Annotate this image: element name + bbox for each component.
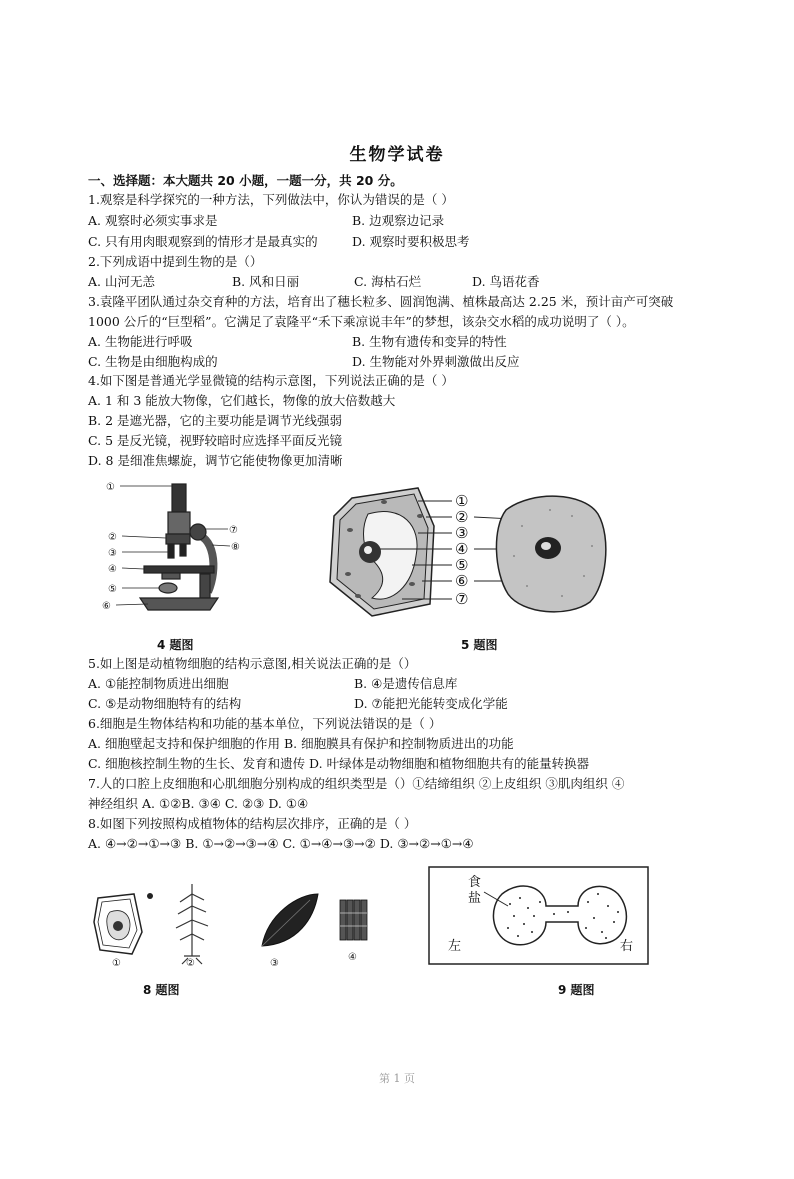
micro-label-4: ④ [108,564,117,575]
q1-stem: 1.观察是科学探究的一种方法，下列做法中，你认为错误的是（ ） [88,192,454,207]
right-label: 右 [620,939,634,954]
q4-option-c: C. 5 是反光镜，视野较暗时应选择平面反光镜 [88,433,342,448]
micro-label-2: ② [108,532,117,543]
cell-label-3: ③ [455,524,469,542]
q8-options: A. ④→②→①→③ B. ①→②→③→④ C. ①→④→③→② D. ③→②→①→④ [88,836,474,851]
page-title: 生物学试卷 [349,145,445,165]
q7-stem-line1: 7.人的口腔上皮细胞和心肌细胞分别构成的组织类型是（）①结缔组织 ②上皮组织 ③肌肉组织 ④ [88,776,625,791]
micro-label-7: ⑦ [229,525,238,536]
fig9-caption: 9 题图 [558,983,595,997]
q5-option-c: C. ⑤是动物细胞特有的结构 [88,696,242,711]
cell-label-6: ⑥ [455,572,469,590]
cell-label-2: ② [455,508,469,526]
fig8-label-4: ④ [348,952,357,963]
fig4-caption: 4 题图 [157,638,194,652]
q3-option-b: B. 生物有遗传和变异的特性 [352,334,507,349]
micro-label-1: ① [106,482,115,493]
q1-option-c: C. 只有用肉眼观察到的情形才是最真实的 [88,234,318,249]
cell-label-5: ⑤ [455,556,469,574]
q6-options-ab: A. 细胞壁起支持和保护细胞的作用 B. 细胞膜具有保护和控制物质进出的功能 [88,736,514,751]
q5-option-a: A. ①能控制物质进出细胞 [88,676,229,691]
q4-option-a: A. 1 和 3 能放大物像，它们越长，物像的放大倍数越大 [88,393,396,408]
q4-option-d: D. 8 是细准焦螺旋，调节它能使物像更加清晰 [88,453,343,468]
q3-option-d: D. 生物能对外界刺激做出反应 [352,354,520,369]
fig8-label-2: ② [186,958,195,969]
q6-options-cd: C. 细胞核控制生物的生长、发育和遗传 D. 叶绿体是动物细胞和植物细胞共有的能量转换器 [88,756,590,771]
micro-label-8: ⑧ [231,542,240,553]
q2-option-a: A. 山河无恙 [88,274,155,289]
q2-option-c: C. 海枯石烂 [354,274,422,289]
q5-option-d: D. ⑦能把光能转变成化学能 [354,696,508,711]
q3-option-c: C. 生物是由细胞构成的 [88,354,218,369]
microscope-figure [100,474,260,624]
micro-label-6: ⑥ [102,601,111,612]
section-heading: 一、选择题：本大题共 20 小题，一题一分，共 20 分。 [88,173,403,188]
fig8-label-1: ① [112,958,121,969]
cell-label-4: ④ [455,540,469,558]
micro-label-3: ③ [108,548,117,559]
left-label: 左 [448,939,462,954]
micro-label-5: ⑤ [108,584,117,595]
cell-figure [322,486,612,626]
cell-label-7: ⑦ [455,590,469,608]
q1-option-a: A. 观察时必须实事求是 [88,213,218,228]
q6-stem: 6.细胞是生物体结构和功能的基本单位，下列说法错误的是（ ） [88,716,442,731]
q2-option-d: D. 鸟语花香 [472,274,540,289]
fig8-label-3: ③ [270,958,279,969]
q3-option-a: A. 生物能进行呼吸 [88,334,193,349]
fig5-caption: 5 题图 [461,638,498,652]
q8-stem: 8.如图下列按照构成植物体的结构层次排序，正确的是（ ） [88,816,417,831]
fig8-caption: 8 题图 [143,983,180,997]
cell-label-1: ① [455,492,469,510]
salt-experiment-figure [428,866,650,966]
q4-stem: 4.如下图是普通光学显微镜的结构示意图，下列说法正确的是（ ） [88,373,454,388]
salt-label-1: 食 [468,875,482,890]
q2-stem: 2.下列成语中提到生物的是（） [88,254,263,269]
q1-option-d: D. 观察时要积极思考 [352,234,470,249]
structure-levels-figure [88,878,378,970]
q3-stem-line1: 3.袁隆平团队通过杂交育种的方法，培育出了穗长粒多、圆润饱满、植株最高达 2.25 米，预计亩产可突破 [88,294,674,309]
q2-option-b: B. 风和日丽 [232,274,300,289]
q7-stem-line2: 神经组织 A. ①②B. ③④ C. ②③ D. ①④ [88,796,309,811]
page-number: 第 1 页 [379,1072,415,1085]
salt-label-2: 盐 [468,891,482,906]
q4-option-b: B. 2 是遮光器，它的主要功能是调节光线强弱 [88,413,343,428]
q1-option-b: B. 边观察边记录 [352,213,445,228]
q5-stem: 5.如上图是动植物细胞的结构示意图,相关说法正确的是（） [88,656,417,671]
q5-option-b: B. ④是遗传信息库 [354,676,458,691]
q3-stem-line2: 1000 公斤的“巨型稻”。它满足了袁隆平“禾下乘凉说丰年”的梦想，该杂交水稻的成功说明了（ ）。 [88,314,635,329]
